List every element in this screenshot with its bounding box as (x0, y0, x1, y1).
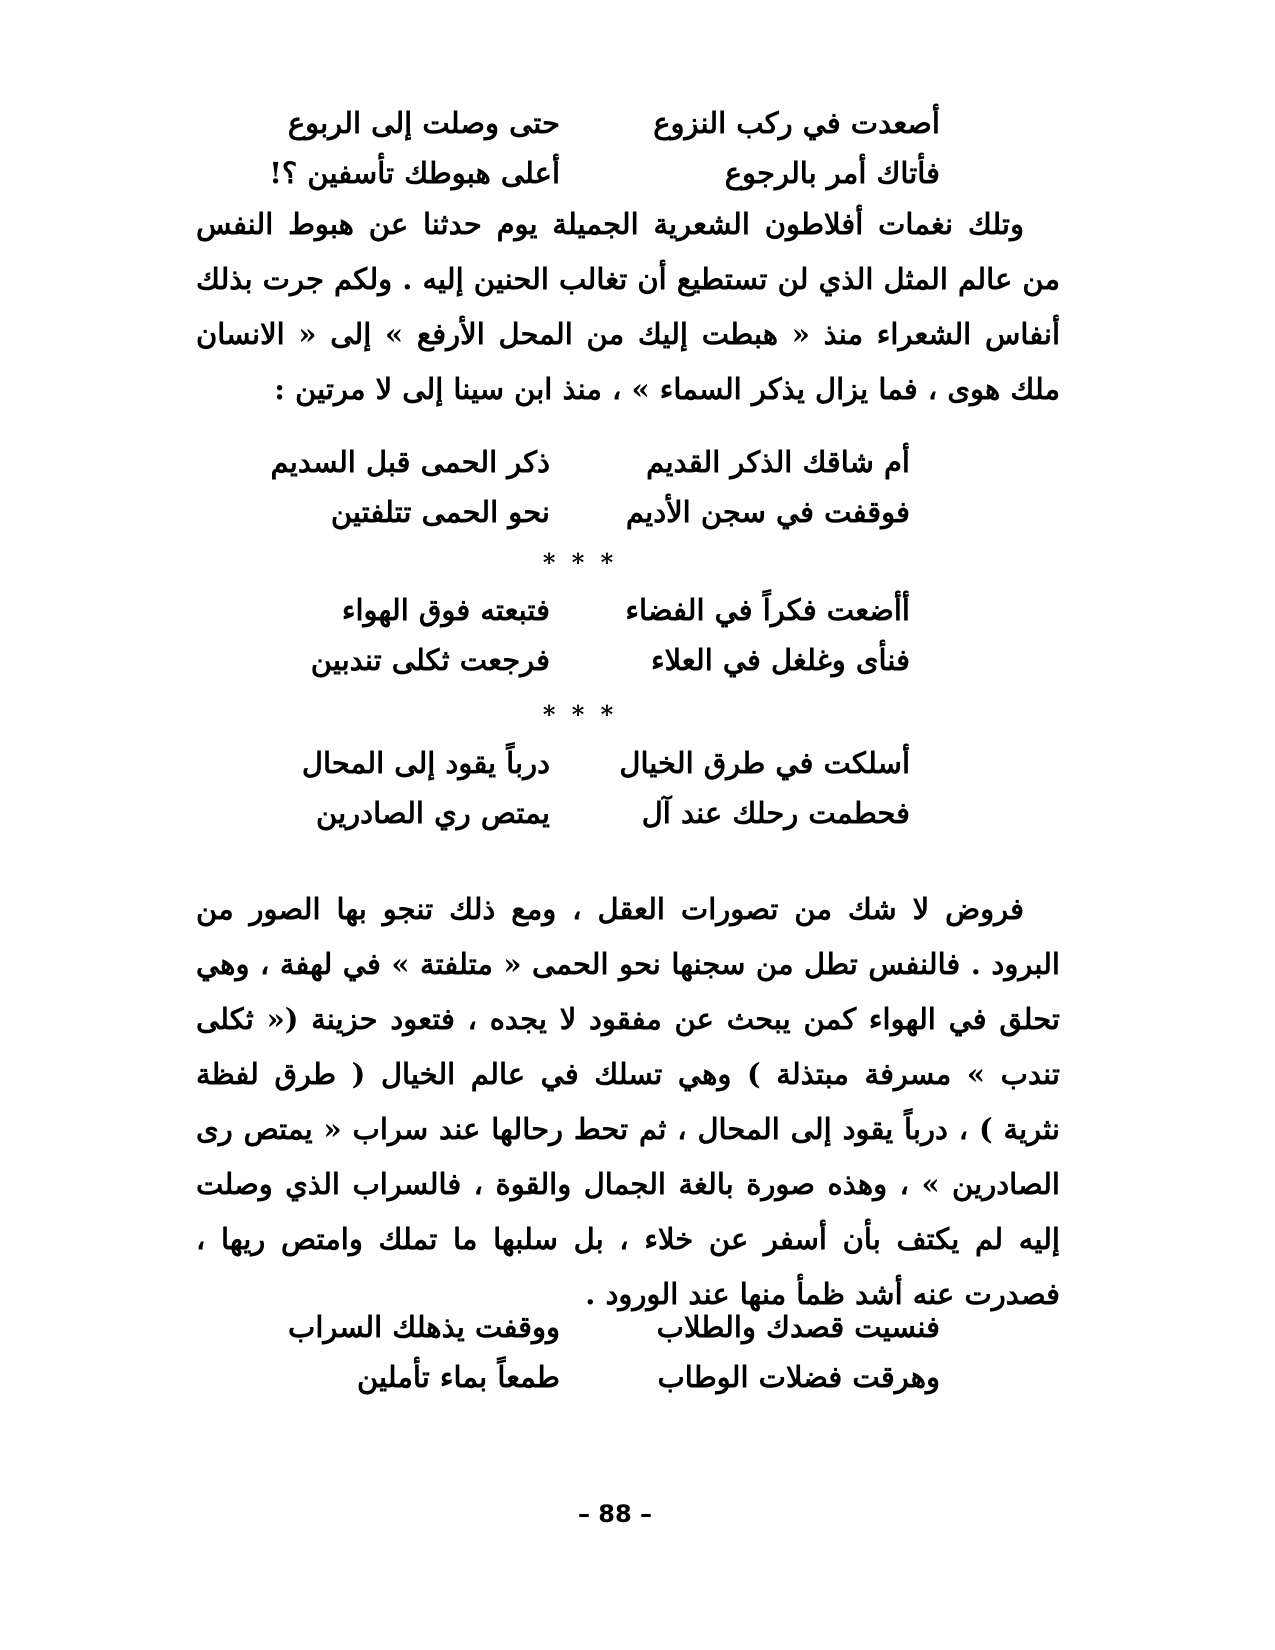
poem-stanza-1 (260, 98, 940, 198)
poem-stanza-2 (230, 437, 910, 537)
verse-line (230, 635, 910, 685)
verse-line (260, 1352, 940, 1402)
verse-hemistich-right: فحطمت رحلك عند آل (641, 796, 910, 830)
verse-hemistich-right: فأتاك أمر بالرجوع (724, 156, 940, 190)
poem-stanza-4 (230, 738, 910, 838)
paragraph-1-text: وتلك نغمات أفلاطون الشعرية الجميلة يوم حدثنا عن هبوط النفس من عالم المثل الذي لن تستطيع أن تغالب الحنين إليه . ولكم جرت بذلك أنفاس الشعراء منذ « هبطت إليك من المحل الأرفع » إلى « الانسان ملك هوى ، فما يزال يذكر السماء » ، منذ ابن سينا إلى لا مرتين : (196, 207, 1060, 406)
verse-line (230, 437, 910, 487)
verse-hemistich-left: ذكر الحمى قبل السديم (270, 445, 550, 479)
verse-hemistich-right: أأضعت فكراً في الفضاء (625, 593, 910, 627)
page-number: – 88 – (577, 1500, 653, 1528)
verse-hemistich-right: فنأى وغلغل في العلاء (650, 643, 910, 677)
poem-stanza-5 (260, 1302, 940, 1402)
verse-line (260, 1302, 940, 1352)
verse-hemistich-left: يمتص ري الصادرين (316, 796, 550, 830)
verse-hemistich-left: نحو الحمى تتلفتين (330, 495, 550, 529)
verse-hemistich-left: فرجعت ثكلى تندبين (310, 643, 550, 677)
verse-line (260, 148, 940, 198)
verse-line (230, 738, 910, 788)
verse-line (230, 487, 910, 537)
verse-hemistich-right: فنسيت قصدك والطلاب (656, 1310, 940, 1344)
stanza-separator: * * * (542, 700, 618, 729)
stanza-separator: * * * (542, 548, 618, 577)
verse-hemistich-right: أم شاقك الذكر القديم (646, 445, 910, 479)
verse-line (230, 788, 910, 838)
verse-hemistich-right: وهرقت فضلات الوطاب (657, 1360, 940, 1394)
paragraph-1 (196, 197, 1060, 417)
verse-hemistich-left: ووقفت يذهلك السراب (288, 1310, 560, 1344)
verse-hemistich-left: درباً يقود إلى المحال (301, 746, 550, 780)
paragraph-2-text: فروض لا شك من تصورات العقل ، ومع ذلك تنجو بها الصور من البرود . فالنفس تطل من سجنها نحو الحمى « متلفتة » في لهفة ، وهي تحلق في الهواء كمن يبحث عن مفقود لا يجده ، فتعود حزينة (« ثكلى تندب » مسرفة مبتذلة ) وهي تسلك في عالم الخيال ( طرق لفظة نثرية ) ، درباً يقود إلى المحال ، ثم تحط رحالها عند سراب « يمتص رى الصادرين » ، وهذه صورة بالغة الجمال والقوة ، فالسراب الذي وصلت إليه لم يكتف بأن أسفر عن خلاء ، بل سلبها ما تملك وامتص ريها ، فصدرت عنه أشد ظمأ منها عند الورود . (196, 892, 1060, 1311)
verse-hemistich-left: طمعاً بماء تأملين (356, 1360, 560, 1394)
paragraph-2 (196, 882, 1060, 1322)
verse-hemistich-right: أسلكت في طرق الخيال (619, 746, 910, 780)
verse-hemistich-right: أصعدت في ركب النزوع (653, 106, 940, 140)
verse-line (230, 585, 910, 635)
verse-hemistich-left: حتى وصلت إلى الربوع (287, 106, 560, 140)
poem-stanza-3 (230, 585, 910, 685)
verse-hemistich-right: فوقفت في سجن الأديم (625, 495, 910, 529)
verse-hemistich-left: فتبعته فوق الهواء (341, 593, 550, 627)
verse-hemistich-left: أعلى هبوطك تأسفين ؟! (269, 156, 560, 190)
verse-line (260, 98, 940, 148)
